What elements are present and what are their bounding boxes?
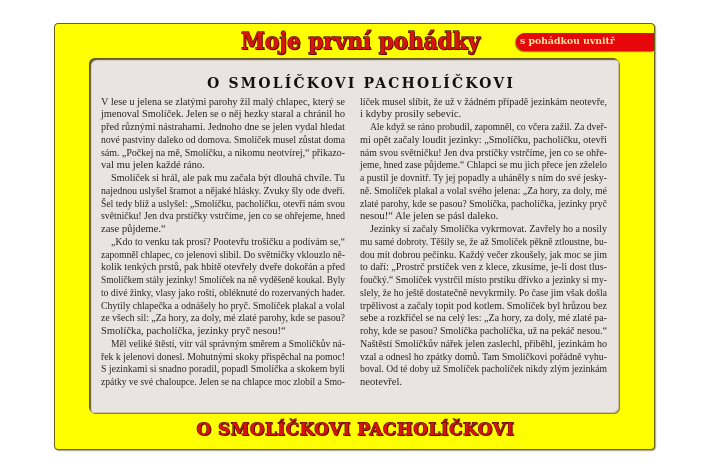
story-paragraph <box>101 237 345 339</box>
story-line <box>360 301 607 314</box>
story-paragraph <box>360 122 607 224</box>
story-line-text: sám. „Počkej na mě, Smolíčku, a nikomu neotvírej,“ přikazo- <box>101 147 345 159</box>
story-line <box>360 250 607 263</box>
story-line <box>360 160 607 173</box>
story-line <box>360 339 607 352</box>
story-line <box>101 288 345 301</box>
series-title-text: Moje první pohádky <box>241 28 481 55</box>
story-line-text: líček musel slíbit, že už v žádném případě jezinkám neotevře, <box>360 96 607 108</box>
story-line <box>101 301 345 314</box>
story-line-text: S jezinkami si snadno poradil, popadl Smolíčka a skokem byli <box>101 364 345 376</box>
story-line <box>360 326 607 339</box>
story-line-text: Šel tedy blíž a uslyšel: „Smolíčku, pacholíčku, otevři nám svou <box>101 198 345 210</box>
story-line-text: Smolíčka, pacholíčka, jezinky pryč nesou!“ <box>101 326 286 337</box>
story-line <box>101 135 345 148</box>
story-line <box>360 199 607 212</box>
story-paragraph <box>101 339 345 390</box>
story-line <box>101 97 345 110</box>
story-line-text: neotevřel. <box>360 377 403 388</box>
story-line-text: zapomněl chlapec, co jelenovi slíbil. Do světničky vklouzlo ně- <box>101 249 345 261</box>
story-line <box>101 237 345 250</box>
story-line-text: to divé žinky, vlasy jako roští, obléknuté do rozervaných hader. <box>101 287 345 299</box>
badge-label: s pohádkou uvnitř <box>520 36 615 47</box>
story-line-text: zlaté parohy, kde se pasou? Smolíčka, pacholíčka, jezinky pryč <box>360 198 607 210</box>
story-line <box>101 186 345 199</box>
story-line-text: trpělivost a začaly topit pod kotlem. Smolíček byl hrůzou bez <box>360 300 607 312</box>
story-line-text: i kdyby prosily sebevíc. <box>360 109 462 121</box>
story-paragraph <box>101 97 345 174</box>
story-line <box>101 339 345 352</box>
story-line <box>360 262 607 275</box>
story-line-text: nové pastviny daleko od domova. Smolíček musel zůstat doma <box>101 134 345 146</box>
story-line-text: řek k jelenovi donesl. Mohutnými skoky přispěchal na pomoc! <box>101 351 345 363</box>
story-line-text: val mu jelen každé ráno. <box>101 160 205 172</box>
footer-title-text: O SMOLÍČKOVI PACHOLÍČKOVI <box>196 420 515 440</box>
story-line-text: Naštěstí Smolíčkův nářek jelen zaslechl, přiběhl, jezinkám ho <box>360 338 607 350</box>
story-line <box>360 109 607 122</box>
story-line-text: boval. Od té doby už Smolíček pacholíček nikdy zlým jezinkám <box>360 364 607 376</box>
story-line <box>101 224 345 237</box>
footer-title <box>195 419 513 441</box>
story-paragraph <box>101 173 345 237</box>
story-line <box>360 211 607 224</box>
story-line-text: zase půjdeme.“ <box>101 224 166 235</box>
story-line-text: kolik tenkých prstů, pak hbitě otevřely dveře dokořán a před <box>101 262 345 274</box>
story-line-text: Ale když se ráno probudil, zapomněl, co včera zažil. Za dveř- <box>370 122 607 133</box>
story-line-text: Jezinky si začaly Smolíčka vykrmovat. Zavřely ho a nosily <box>370 224 607 235</box>
story-line-text: rohy, kde se pasou? Smolíčka pacholíčka, už na pekáč nesou.“ <box>360 326 607 337</box>
story-line <box>101 326 345 339</box>
story-column-right <box>360 97 607 390</box>
story-line-text: před různými nástrahami. Jednoho dne se jelen vydal hledat <box>101 122 345 133</box>
story-line-text: mu samé dobroty. Těšily se, že až Smolíček pěkně ztloustne, bu- <box>360 236 607 248</box>
story-line-text: V lese u jelena se zlatými parohy žil malý chlapec, který se <box>101 96 345 108</box>
story-line <box>101 160 345 173</box>
badge-banner <box>516 33 654 51</box>
story-line <box>101 211 345 224</box>
story-line <box>101 109 345 122</box>
story-line-text: nám svou světničku! Jen dva prstíčky vstrčíme, jen co se ohře- <box>360 147 607 159</box>
series-title <box>233 28 481 56</box>
story-line-text: Chytily chlapečka a odnášely ho pryč. Smolíček plakal a volal <box>101 300 345 312</box>
story-line <box>360 173 607 186</box>
story-line-text: jeme, hned zase půjdeme.“ Chlapci se mu jich přece jen zželelo <box>360 160 607 172</box>
story-paragraph <box>360 224 607 390</box>
story-line <box>360 364 607 377</box>
story-line <box>360 135 607 148</box>
story-line <box>360 224 607 237</box>
story-line-text: a pustil je dovnitř. Ty jej popadly a uháněly s ním do své jesky- <box>360 173 607 184</box>
story-line-text: foučký.“ Smolíček vystrčil místo prstíku dřívko a jezinky si my- <box>360 275 607 286</box>
story-line <box>101 199 345 212</box>
story-line-text: „Kdo to venku tak prosí? Pootevřu trošičku a podívám se,“ <box>111 236 345 248</box>
story-title-text: O SMOLÍČKOVI PACHOLÍČKOVI <box>207 74 516 92</box>
story-line-text: dou mít dobrou pečínku. Každý večer zkoušely, jak moc se jim <box>360 249 607 261</box>
story-line <box>101 377 345 390</box>
story-line <box>101 275 345 288</box>
story-line-text: ně. Smolíček plakal a volal svého jelena: „Za hory, za doly, mé <box>360 185 607 197</box>
story-line <box>101 122 345 135</box>
story-line-text: Měl veliké štěstí, vítr vál správným směrem a Smolíčkův ná- <box>111 338 345 350</box>
story-line-text: slely, že ho ještě dostatečně nevykrmily. Po čase jim však došla <box>360 287 607 299</box>
story-line <box>360 275 607 288</box>
story-line <box>101 173 345 186</box>
story-line <box>101 352 345 365</box>
story-line <box>360 288 607 301</box>
story-line <box>360 377 607 390</box>
story-line-text: Smolíček si hrál, ale pak mu začala být dlouhá chvíle. Tu <box>111 173 345 184</box>
story-line <box>360 352 607 365</box>
story-line-text: mi opět začaly loudit jezinky: „Smolíčku, pacholíčku, otevři <box>360 134 607 146</box>
story-line <box>101 262 345 275</box>
story-line <box>360 97 607 110</box>
story-title <box>195 73 516 93</box>
story-line-text: Smolíčkem stály jezinky! Smolíček na ně vyděšeně koukal. Byly <box>101 275 345 286</box>
story-line-text: najednou uslyšel šramot a nějaké hlásky. Zvuky šly ode dveří. <box>101 185 345 197</box>
story-line-text: vzal a odnesl ho zpátky domů. Tam Smolíčkovi pořádně vyhu- <box>360 351 607 363</box>
story-line <box>360 186 607 199</box>
badge-text <box>520 33 620 51</box>
story-line <box>101 364 345 377</box>
story-line-text: to daří: „Prostrč prstíček ven z klece, zkusíme, je-li dost tlus- <box>360 262 607 274</box>
story-line <box>360 237 607 250</box>
story-column-left <box>101 97 345 390</box>
story-line <box>360 122 607 135</box>
story-line <box>360 148 607 161</box>
story-line-text: jmenoval Smolíček. Jelen se o něj hezky staral a chránil ho <box>101 109 345 121</box>
story-line-text: sebe a rozkřičel se na celý les: „Za hory, za doly, mé zlaté pa- <box>360 313 607 325</box>
story-line-text: ze všech sil: „Za hory, za doly, mé zlaté parohy, kde se pasou? <box>101 313 345 325</box>
story-line-text: zpátky ve své chaloupce. Jelen se na chlapce moc zlobil a Smo- <box>101 377 345 388</box>
story-line <box>101 148 345 161</box>
story-line <box>101 250 345 263</box>
story-line-text: nesou!“ Ale jelen se pásl daleko. <box>360 211 499 223</box>
story-line <box>360 313 607 326</box>
story-line <box>101 313 345 326</box>
story-line-text: světničku! Jen dva prstíčky vstrčíme, jen co se ohřejeme, hned <box>101 211 345 223</box>
story-paragraph <box>360 97 607 123</box>
